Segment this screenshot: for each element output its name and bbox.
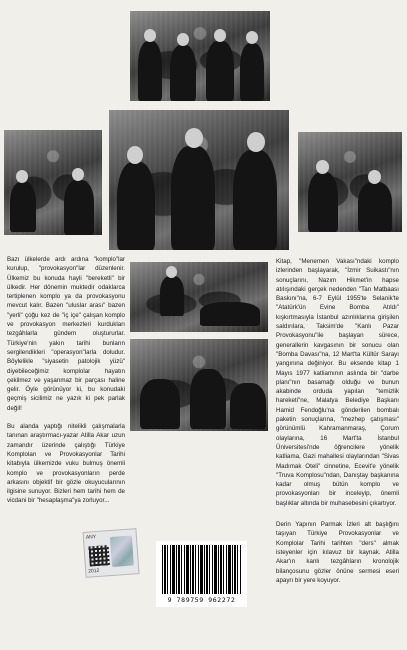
hologram-icon — [110, 536, 134, 567]
isbn-barcode — [156, 541, 247, 607]
banderol-sticker — [82, 528, 139, 578]
right-paragraph-2: Derin Yapının Parmak İzleri alt başlığını taşıyan Türkiye Provokasyonlar ve Komplolar Tarihi tarihten "ders" almak isteyenler için kılavuz bir kaynak. Atilla Akar'ın kanlı tezgâhların kronolojik bilançosunu gözler önüne sermesi eseri apayrı bir yere koyuyor. — [276, 521, 399, 584]
photo-riot — [298, 132, 402, 232]
photo-funeral — [4, 130, 102, 235]
photo-wounded — [130, 262, 268, 332]
photo-officers — [130, 11, 270, 101]
barcode-bars — [162, 545, 241, 594]
left-paragraph-2: Bu alanda yaptığı nitelikli çalışmalarla tanınan araştırmacı-yazar Atilla Akar uzun zamandır üzerinde çalıştığı Türkiye Komploları ve Provokasyonlar Tarihi kitabıyla ülkemizde vuku bulmuş önemli komplo ve provokasyonların perde arkasını objektif bir gözle okuyucularının ilgisine sunuyor. Bizleri hem tarihi hem de vicdani bir "hesaplaşma"ya zorluyor... — [7, 423, 125, 505]
qr-code-icon — [88, 545, 109, 566]
barcode-digits: 9 789759 962272 — [167, 596, 236, 604]
photo-crowd — [130, 339, 268, 431]
left-text-column — [7, 255, 125, 506]
sticker-text-bottom: 2012 — [88, 567, 100, 575]
photo-arrest — [109, 110, 289, 250]
right-paragraph-1: Kitap, "Menemen Vakası"ndaki komplo izlerinden başlayarak, "İzmir Suikastı"nın sonuçlarını, Nazım Hikmet'in hapse atılışındaki gerçek nedenden "Tan Matbaası Baskını"na, 6-7 Eylül 1955'te Selanik'te "Atatürk'ün Evine Bomba Atıldı" kışkırtmasıyla İstanbul azınlıklarına girişilen saldırılara, Taksim'de "Kanlı Pazar Provokasyonu"ile başlayan sürece, generallerin kavgasının bir sonucu olan "Bomba Davası"na, 12 Mart'ta Kültür Sarayı yangınına değiniyor. Bu eksende kitap 1 Mayıs 1977 katliamının aslında bir "darbe planı"nın basamağı olduğu ve bunun akabinde orduda yapılan "temizlik hareketi"ne, Malatya Belediye Başkanı Hamid Fendoğlu'na gönderilen bombalı paketin sonuçlarına, "mezhep çatışması" görünümlü Kahramanmaraş, Çorum olaylarına, 16 Mart'ta İstanbul Üniversitesi'nde öğrencilere yönelik katliama, Gazi mahallesi olaylarından "Sivas Madımak Oteli" cinnetine, Ecevit'e yönelik "Truva Komplosu"ndan, Danıştay başkanına kadar olmuş bütün komplo ve provokasyonları bir inceleyip, önemli başlıklar altında bir muhasebesini çıkartıyor. — [276, 258, 399, 507]
sticker-text-top: ANY — [85, 534, 97, 541]
left-paragraph-1: Bazı ülkelerde ardı ardına "komplo"lar kuruluр, "provokasyon"lar düzenlenir. Ülkemiz bu konuda hayli "bereketli" bir ülkedir. Her dönemin muktedir odaklarca tertiplenen komplo ya da provokasyonu mevcut kalır. Bazen "uluslar arası" bazen "yerli" çoğu kez de "iç içe" çalışan komplo ve provokasyon merkezleri kurdukları tezgâhlarla gündem oluştururlar. Türkiye'nin yakın tarihi bunların sergilendikleri "operasyon"larla doludur. Böylelikle "siyasetin patolojik yüzü" diyebileceğimiz komplolar hayatın çekilmez ve yaşanmaz bir parçası haline gelir. Öyle görünüyor ki, bu konudaki geçmiş sicilimiz ne yazık ki pek parlak değil! — [7, 256, 125, 412]
right-text-column — [276, 257, 399, 585]
